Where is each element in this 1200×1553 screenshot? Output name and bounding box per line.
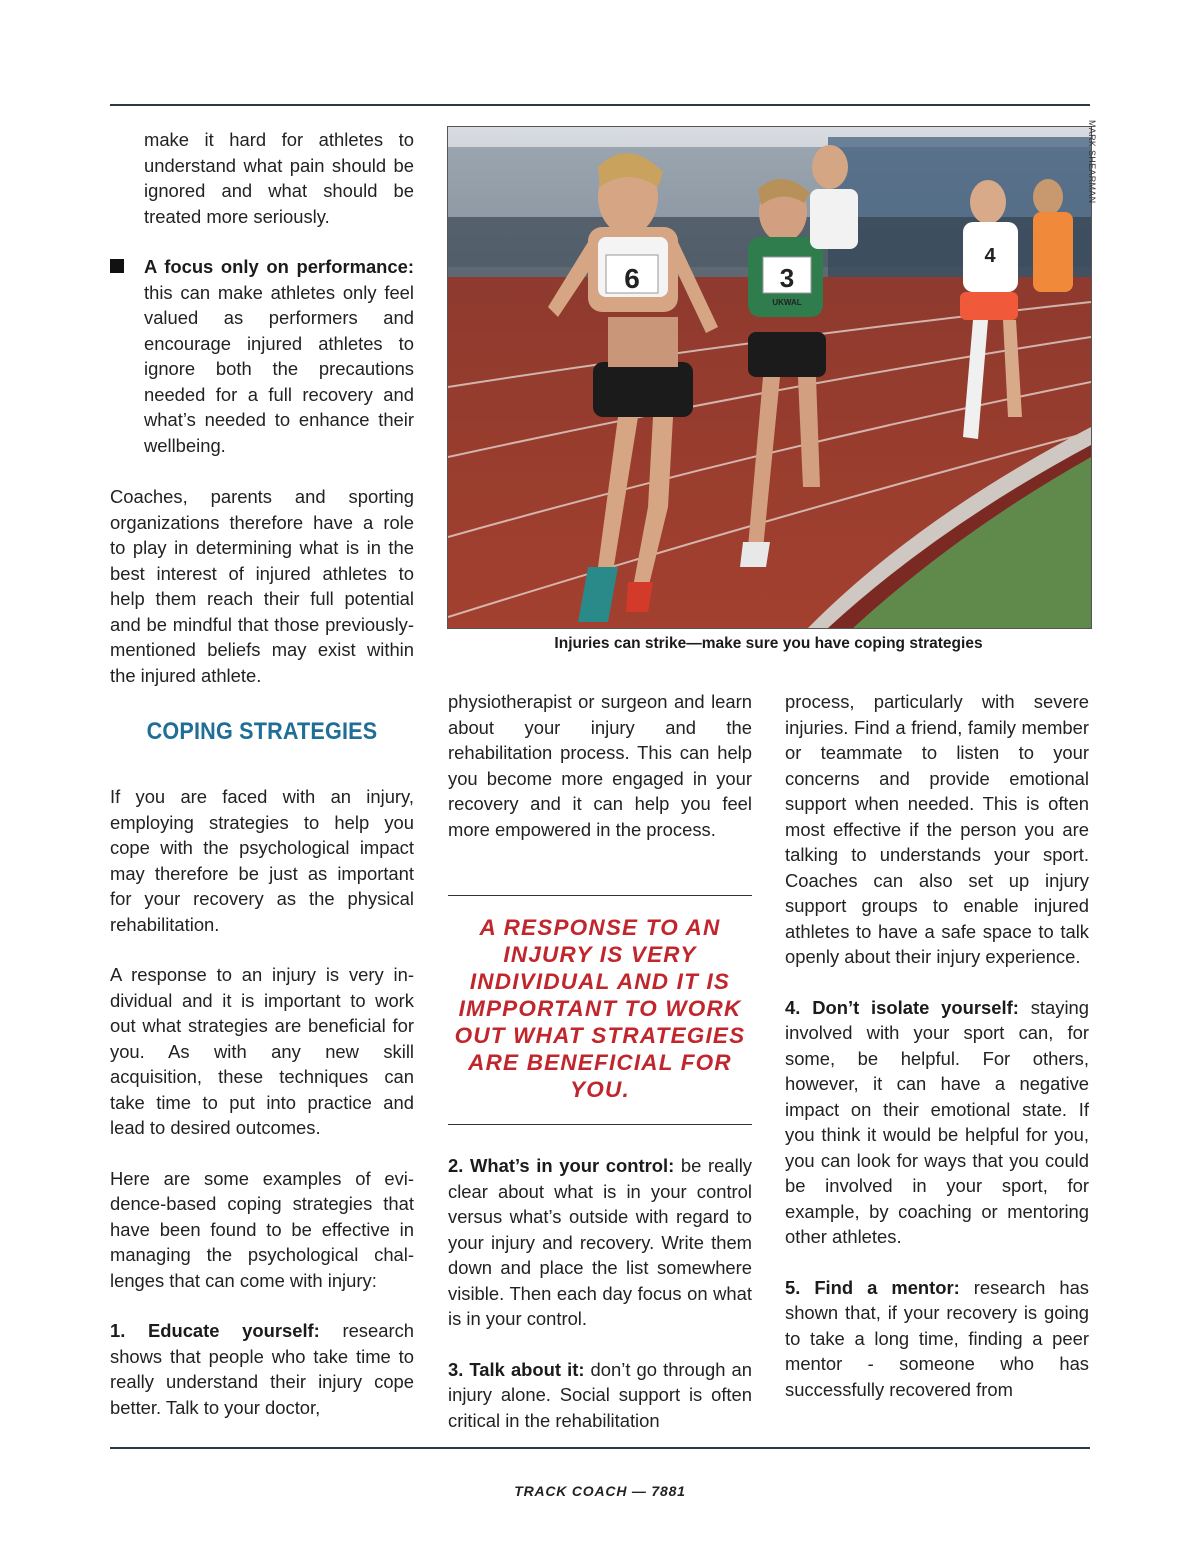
- bib-3-text: UKWAL: [772, 298, 802, 307]
- item-isolate-text: staying involved with your sport can, for some, be helpful. For others, however, it can have a negative impact on their emotional state. If you think it would be helpful for you, you can look for ways that you could be involved in your sport, for example, by coaching or mentoring other athletes.: [785, 996, 1089, 1247]
- middle-column: [448, 689, 752, 842]
- item-control-lead: 2. What’s in your control:: [448, 1155, 675, 1176]
- bullet-lead: A focus only on performance:: [144, 256, 414, 277]
- item-educate: [110, 1318, 414, 1420]
- item-isolate: [785, 995, 1089, 1250]
- item-talk-lead: 3. Talk about it:: [448, 1358, 585, 1380]
- page-footer: TRACK COACH — 7881: [514, 1483, 686, 1499]
- paragraph-coaches: Coaches, parents and sporting organizations therefore have a role to play in determining what is in the best interest of injured athletes to help them reach their full potential and be mindful that those previously-mentioned beliefs may exist within the injured athlete.: [110, 486, 414, 686]
- paragraph-examples: Here are some examples of evidence-based coping strategies that have been found to be effective in managing the psychological challenges that can come with injury:: [110, 1167, 414, 1291]
- photo-credit: MARK SHEARMAN: [1087, 120, 1097, 204]
- bullet-text: this can make athletes only feel valued as performers and encourage injured athletes to ignore both the precautions needed for a full recovery and what’s needed to enhance their wellbeing.: [144, 281, 414, 456]
- paragraph-faced: If you are faced with an injury, employing strategies to help you cope with the psychological impact may therefore be just as important for your recovery as the physical rehabilitation.: [110, 786, 414, 935]
- bib-6: 6: [624, 263, 640, 294]
- middle-column-lower: [448, 1153, 752, 1433]
- race-photo: [447, 126, 1092, 629]
- bottom-rule: [110, 1447, 1090, 1449]
- right-continuation: process, particularly with severe injuries. Find a friend, family member or teammate to listen to your concerns and provide emotional support when needed. This is often most effective if the person you are talking to understands your sport. Coaches can also set up injury support groups to enable injured athletes to have a safe space to talk openly about their injury experience.: [785, 691, 1089, 967]
- section-heading: COPING STRATEGIES: [146, 718, 378, 745]
- left-column: [110, 127, 414, 1420]
- item-talk-text: don’t go through an injury alone. Social support is often critical in the rehabilitation: [448, 1358, 753, 1431]
- top-rule: [110, 104, 1090, 106]
- item-talk: [448, 1357, 752, 1434]
- pull-quote-text: A RESPONSE TO AN INJURY IS VERY INDIVIDUAL AND IT IS IMPPORTANT TO WORK OUT WHAT STRATEGIES ARE BENEFICIAL FOR YOU.: [454, 915, 746, 1102]
- item-mentor-lead: 5. Find a mentor:: [785, 1276, 960, 1298]
- intro-continuation: make it hard for athletes to understand what pain should be ignored and what should be treated more seriously.: [144, 129, 414, 227]
- middle-continuation: physiotherapist or surgeon and learn about your injury and the rehabilitation process. This can help you become more engaged in your recovery and it can help you feel more empowered in the process.: [448, 691, 752, 840]
- item-isolate-lead: 4. Don’t isolate yourself:: [785, 996, 1019, 1018]
- right-column: [785, 689, 1089, 1402]
- bullet-performance: [110, 254, 414, 458]
- item-educate-text: research shows that people who take time to really understand their injury cope better. Talk to your doctor,: [110, 1320, 414, 1418]
- bib-3: 3: [779, 263, 795, 293]
- item-mentor-text: research has shown that, if your recovery is going to take a long time, finding a peer mentor - someone who has successfully recovered from: [785, 1276, 1089, 1400]
- item-educate-lead: 1. Educate yourself:: [110, 1320, 320, 1341]
- item-mentor: [785, 1275, 1089, 1403]
- bib-4: 4: [984, 245, 996, 267]
- item-control: [448, 1153, 752, 1332]
- photo-caption: Injuries can strike—make sure you have coping strategies: [554, 635, 983, 652]
- bullet-square-icon: [110, 259, 124, 273]
- item-control-text: be really clear about what is in your control versus what’s outside with regard to your injury and recovery. Write them down and place the list somewhere visible. Then each day focus on what is in your control.: [448, 1155, 753, 1329]
- pull-quote: [448, 895, 752, 1125]
- paragraph-response: A response to an injury is very individual and it is important to work out what strategies are beneficial for you. As with any new skill acquisition, these techniques can take time to put into practice and lead to desired outcomes.: [110, 964, 414, 1138]
